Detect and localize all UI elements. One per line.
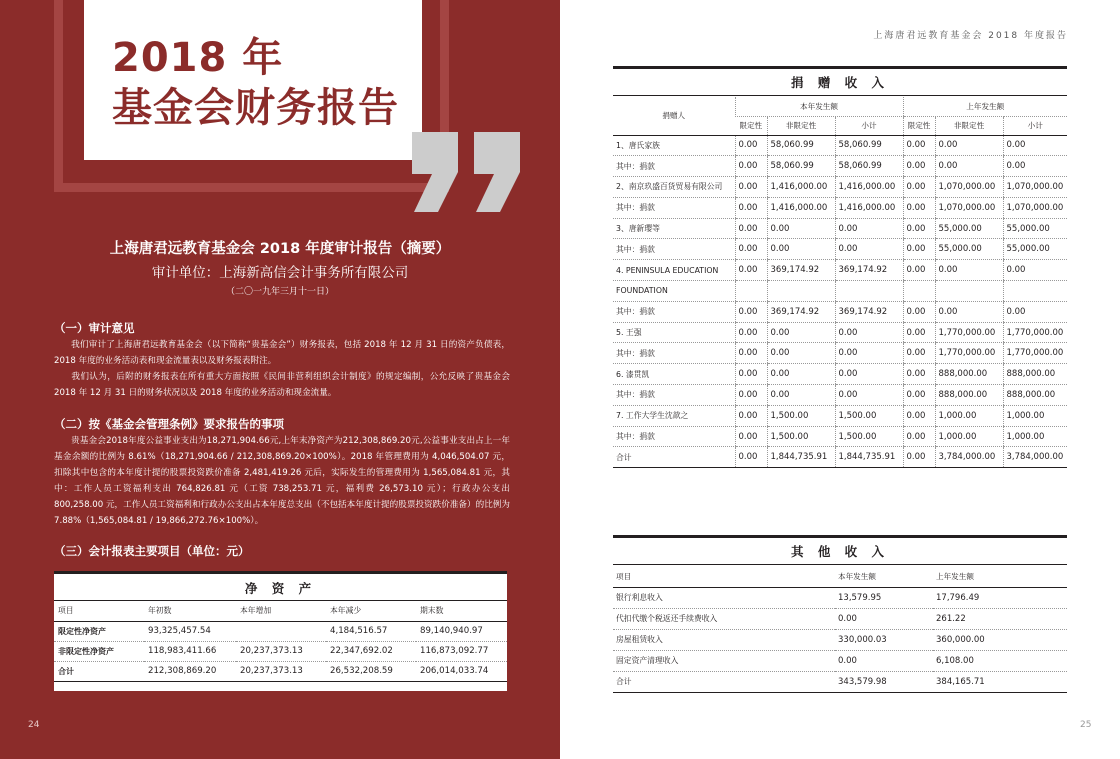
row-label: 7. 工作大学生沈歆之 xyxy=(613,405,735,426)
row-label: 6. 漆贯凯 xyxy=(613,364,735,385)
cell: 1,000.00 xyxy=(935,405,1003,426)
col-header: 本年减少 xyxy=(326,601,416,621)
cell xyxy=(835,281,903,302)
cell: 0.00 xyxy=(835,650,933,671)
current-year-header: 本年发生额 xyxy=(735,97,903,116)
cell: 0.00 xyxy=(935,301,1003,322)
cell: 0.00 xyxy=(735,322,767,343)
cell: 0.00 xyxy=(903,364,935,385)
cell: 1,416,000.00 xyxy=(835,177,903,198)
row-label: 固定资产清理收入 xyxy=(613,650,835,671)
col-header: 小计 xyxy=(835,116,903,135)
cell: 1,070,000.00 xyxy=(1003,197,1067,218)
cell: 0.00 xyxy=(903,322,935,343)
other-income-table xyxy=(613,566,1067,693)
report-date: （二〇一九年三月十一日） xyxy=(225,287,334,297)
audit-unit: 审计单位：上海新高信会计事务所有限公司 xyxy=(151,265,409,281)
cell: 17,796.49 xyxy=(933,587,1067,608)
cell: 0.00 xyxy=(903,156,935,177)
row-label: 其中：捐款 xyxy=(613,301,735,322)
table-row xyxy=(613,177,1067,198)
section-2-paragraph: 贵基金会2018年度公益事业支出为18,271,904.66元,上年末净资产为212,308,869.20元,公益事业支出占上一年基金余额的比例为 8.61%（18,271,904.66 / 212,308,869.20×100%）。2018 年管理费用为 4,046,504.07 元，扣除其中包含的本年度计提的股票投资跌价准备 2,481,419.26 元后，实际发生的管理费用为 1,565,084.81 元，其中：工作人员工资福利支出 764,826.81 元（工资 738,253.71 元，福利费 26,573.10 元）；行政办公支出 800,258.00 元，工作人员工资福利和行政办公支出占本年度总支出（不包括本年度计提的股票投资跌价准备）的比例为 7.88%（1,565,084.81 / 19,866,272.76×100%）。 xyxy=(54,436,510,526)
table-row xyxy=(54,621,507,641)
cell: 369,174.92 xyxy=(767,301,835,322)
quote-mark-icon xyxy=(408,132,528,212)
cell: 93,325,457.54 xyxy=(144,621,236,641)
cell: 22,347,692.02 xyxy=(326,641,416,661)
table-row xyxy=(613,239,1067,260)
table-row xyxy=(613,135,1067,156)
cell: 55,000.00 xyxy=(1003,218,1067,239)
table-row xyxy=(613,650,1067,671)
cell: 1,770,000.00 xyxy=(935,322,1003,343)
col-header: 非限定性 xyxy=(767,116,835,135)
cell: 0.00 xyxy=(903,405,935,426)
cell xyxy=(236,621,326,641)
table-row xyxy=(613,608,1067,629)
table-row xyxy=(613,405,1067,426)
net-assets-table xyxy=(54,601,507,682)
cell: 4,184,516.57 xyxy=(326,621,416,641)
row-label: FOUNDATION xyxy=(613,281,735,302)
row-label: 非限定性净资产 xyxy=(54,641,144,661)
cell: 0.00 xyxy=(735,405,767,426)
net-assets-card xyxy=(54,571,507,691)
col-header: 年初数 xyxy=(144,601,236,621)
table-row xyxy=(613,281,1067,302)
cell: 212,308,869.20 xyxy=(144,661,236,681)
cell: 369,174.92 xyxy=(835,301,903,322)
cell: 261.22 xyxy=(933,608,1067,629)
cell: 1,770,000.00 xyxy=(1003,343,1067,364)
table-row-total xyxy=(613,671,1067,692)
cell: 3,784,000.00 xyxy=(1003,447,1067,468)
table-row xyxy=(613,343,1067,364)
cell: 0.00 xyxy=(835,608,933,629)
cell: 0.00 xyxy=(767,364,835,385)
row-label: 代扣代缴个税返还手续费收入 xyxy=(613,608,835,629)
cell: 0.00 xyxy=(1003,156,1067,177)
cell: 0.00 xyxy=(735,447,767,468)
cell: 0.00 xyxy=(735,135,767,156)
cell: 0.00 xyxy=(1003,135,1067,156)
last-year-header: 上年发生额 xyxy=(903,97,1067,116)
cell: 58,060.99 xyxy=(835,156,903,177)
row-label: 其中：捐款 xyxy=(613,239,735,260)
cell: 1,844,735.91 xyxy=(767,447,835,468)
cell: 0.00 xyxy=(735,260,767,281)
table-header-row xyxy=(54,601,507,621)
cell: 0.00 xyxy=(835,385,903,406)
cell: 0.00 xyxy=(935,156,1003,177)
cell: 55,000.00 xyxy=(1003,239,1067,260)
cell: 0.00 xyxy=(735,301,767,322)
cell: 55,000.00 xyxy=(935,218,1003,239)
cell: 0.00 xyxy=(903,426,935,447)
cell: 0.00 xyxy=(835,364,903,385)
cell: 0.00 xyxy=(903,135,935,156)
col-header: 非限定性 xyxy=(935,116,1003,135)
col-header: 上年发生额 xyxy=(933,566,1067,587)
cell: 20,237,373.13 xyxy=(236,641,326,661)
cell: 20,237,373.13 xyxy=(236,661,326,681)
cell: 1,000.00 xyxy=(1003,405,1067,426)
cell: 0.00 xyxy=(735,426,767,447)
row-label: 其中：捐款 xyxy=(613,385,735,406)
row-label: 4. PENINSULA EDUCATION xyxy=(613,260,735,281)
cell: 58,060.99 xyxy=(767,156,835,177)
table-row-total xyxy=(613,447,1067,468)
cell: 0.00 xyxy=(903,218,935,239)
cell: 0.00 xyxy=(903,260,935,281)
cell: 26,532,208.59 xyxy=(326,661,416,681)
cell: 89,140,940.97 xyxy=(416,621,507,641)
section-2-heading: （二）按《基金会管理条例》要求报告的事项 xyxy=(54,417,284,431)
cell: 0.00 xyxy=(935,260,1003,281)
table-header-row xyxy=(613,566,1067,587)
cell: 0.00 xyxy=(767,322,835,343)
cell: 55,000.00 xyxy=(935,239,1003,260)
cell: 888,000.00 xyxy=(935,364,1003,385)
cell: 0.00 xyxy=(735,218,767,239)
cell: 0.00 xyxy=(903,447,935,468)
cell: 888,000.00 xyxy=(1003,364,1067,385)
row-label: 合计 xyxy=(613,671,835,692)
table-row xyxy=(613,587,1067,608)
row-label: 合计 xyxy=(613,447,735,468)
cell: 1,500.00 xyxy=(835,405,903,426)
cell: 0.00 xyxy=(735,364,767,385)
cell: 0.00 xyxy=(1003,260,1067,281)
section-1-paragraph-1: 我们审计了上海唐君远教育基金会（以下简称“贵基金会”）财务报表，包括 2018 年 12 月 31 日的资产负债表，2018 年度的业务活动表和现金流量表以及财务报表附注。 xyxy=(54,340,510,366)
page-number-left: 24 xyxy=(28,720,40,730)
other-income-body xyxy=(613,587,1067,692)
row-label: 限定性净资产 xyxy=(54,621,144,641)
cell: 1,000.00 xyxy=(935,426,1003,447)
cell: 118,983,411.66 xyxy=(144,641,236,661)
cell: 0.00 xyxy=(767,385,835,406)
cell: 6,108.00 xyxy=(933,650,1067,671)
cell: 0.00 xyxy=(735,156,767,177)
row-label: 5. 王强 xyxy=(613,322,735,343)
cell: 0.00 xyxy=(767,218,835,239)
cell: 1,416,000.00 xyxy=(767,197,835,218)
cell: 1,070,000.00 xyxy=(1003,177,1067,198)
section-1-paragraph-2: 我们认为，后附的财务报表在所有重大方面按照《民间非营利组织会计制度》的规定编制，公允反映了贵基金会 2018 年 12 月 31 日的财务状况以及 2018 年度的业务活动和现金流量。 xyxy=(54,372,510,398)
cell: 1,500.00 xyxy=(767,405,835,426)
table-row xyxy=(613,260,1067,281)
cell: 0.00 xyxy=(935,135,1003,156)
other-income-title: 其 他 收 入 xyxy=(613,535,1067,565)
cell: 369,174.92 xyxy=(835,260,903,281)
cell: 0.00 xyxy=(835,343,903,364)
cell: 1,770,000.00 xyxy=(935,343,1003,364)
cell: 1,500.00 xyxy=(767,426,835,447)
row-label: 其中：捐款 xyxy=(613,197,735,218)
cell: 0.00 xyxy=(835,322,903,343)
col-header: 限定性 xyxy=(735,116,767,135)
title-year: 2018 年 xyxy=(112,35,284,81)
cell: 1,000.00 xyxy=(1003,426,1067,447)
cell: 1,070,000.00 xyxy=(935,177,1003,198)
cell xyxy=(767,281,835,302)
cell: 384,165.71 xyxy=(933,671,1067,692)
table-row xyxy=(54,641,507,661)
cell: 0.00 xyxy=(903,177,935,198)
table-header-row xyxy=(613,97,1067,116)
cell: 0.00 xyxy=(735,197,767,218)
cell: 1,500.00 xyxy=(835,426,903,447)
table-row xyxy=(613,629,1067,650)
cell: 360,000.00 xyxy=(933,629,1067,650)
table-row xyxy=(613,156,1067,177)
donations-title: 捐 赠 收 入 xyxy=(613,66,1067,96)
cell: 343,579.98 xyxy=(835,671,933,692)
row-label: 其中：捐款 xyxy=(613,343,735,364)
col-header: 限定性 xyxy=(903,116,935,135)
cell: 116,873,092.77 xyxy=(416,641,507,661)
cell xyxy=(935,281,1003,302)
cell: 1,770,000.00 xyxy=(1003,322,1067,343)
cell: 13,579.95 xyxy=(835,587,933,608)
row-label: 房屋租赁收入 xyxy=(613,629,835,650)
cell: 1,416,000.00 xyxy=(767,177,835,198)
row-label: 2、南京玖盛百货贸易有限公司 xyxy=(613,177,735,198)
table-row xyxy=(613,322,1067,343)
row-label: 其中：捐款 xyxy=(613,426,735,447)
col-header: 小计 xyxy=(1003,116,1067,135)
cell: 0.00 xyxy=(903,343,935,364)
donations-table xyxy=(613,97,1067,468)
cell: 0.00 xyxy=(903,385,935,406)
table-row xyxy=(613,385,1067,406)
col-header: 项目 xyxy=(54,601,144,621)
row-label: 其中：捐款 xyxy=(613,156,735,177)
cell: 0.00 xyxy=(735,385,767,406)
cell: 0.00 xyxy=(767,239,835,260)
row-label: 3、唐新璎等 xyxy=(613,218,735,239)
cell: 888,000.00 xyxy=(935,385,1003,406)
cell: 1,070,000.00 xyxy=(935,197,1003,218)
page-number-right: 25 xyxy=(1080,720,1092,730)
cell: 369,174.92 xyxy=(767,260,835,281)
table-row xyxy=(613,197,1067,218)
cell: 1,416,000.00 xyxy=(835,197,903,218)
table-row xyxy=(613,364,1067,385)
cell: 0.00 xyxy=(835,239,903,260)
col-header: 本年增加 xyxy=(236,601,326,621)
cell: 0.00 xyxy=(903,197,935,218)
col-header: 项目 xyxy=(613,566,835,587)
cell: 58,060.99 xyxy=(767,135,835,156)
title-main: 基金会财务报告 xyxy=(112,85,399,131)
col-header: 期末数 xyxy=(416,601,507,621)
row-label: 银行利息收入 xyxy=(613,587,835,608)
section-1-heading: （一）审计意见 xyxy=(54,321,135,335)
table-row xyxy=(613,426,1067,447)
donor-header: 捐赠人 xyxy=(613,97,735,135)
row-label: 1、唐氏家族 xyxy=(613,135,735,156)
donations-body xyxy=(613,135,1067,468)
table-row-total xyxy=(54,661,507,681)
cell: 0.00 xyxy=(735,239,767,260)
cell: 0.00 xyxy=(767,343,835,364)
cell: 0.00 xyxy=(735,343,767,364)
cell: 0.00 xyxy=(903,301,935,322)
cell xyxy=(735,281,767,302)
row-label: 合计 xyxy=(54,661,144,681)
cell: 330,000.03 xyxy=(835,629,933,650)
cell xyxy=(903,281,935,302)
table-row xyxy=(613,218,1067,239)
cell: 0.00 xyxy=(835,218,903,239)
net-assets-title: 净 资 产 xyxy=(54,571,507,601)
section-3-heading: （三）会计报表主要项目（单位：元） xyxy=(54,544,250,558)
cell: 0.00 xyxy=(903,239,935,260)
cell: 206,014,033.74 xyxy=(416,661,507,681)
cell: 1,844,735.91 xyxy=(835,447,903,468)
cell: 0.00 xyxy=(1003,301,1067,322)
running-head: 上海唐君远教育基金会 2018 年度报告 xyxy=(873,31,1068,41)
table-row xyxy=(613,301,1067,322)
cell: 58,060.99 xyxy=(835,135,903,156)
cell: 0.00 xyxy=(735,177,767,198)
col-header: 本年发生额 xyxy=(835,566,933,587)
report-title: 上海唐君远教育基金会 2018 年度审计报告（摘要） xyxy=(109,241,451,257)
cell: 3,784,000.00 xyxy=(935,447,1003,468)
cell xyxy=(1003,281,1067,302)
cell: 888,000.00 xyxy=(1003,385,1067,406)
